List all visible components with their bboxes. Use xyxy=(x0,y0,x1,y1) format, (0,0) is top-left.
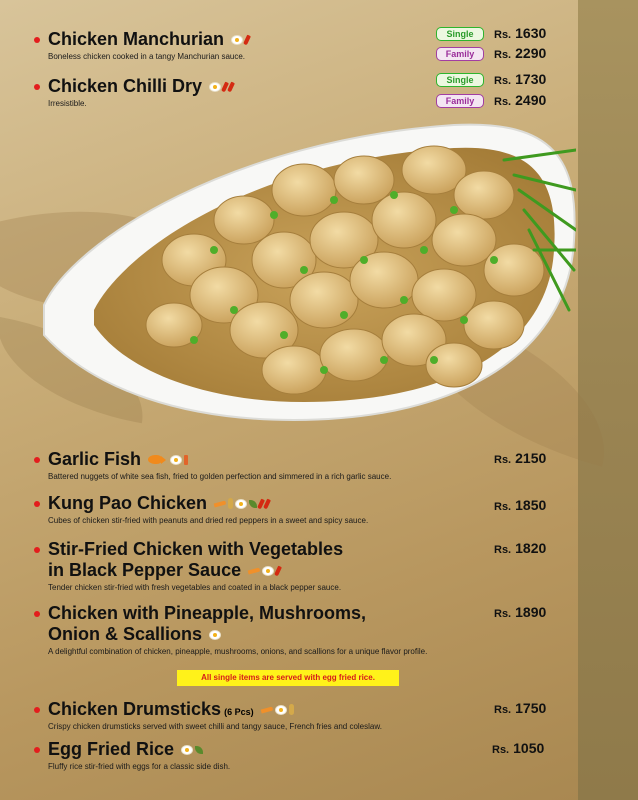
item-name-line2: in Black Pepper Sauce xyxy=(48,560,242,580)
size-family-badge: Family xyxy=(436,47,484,61)
item-description: Boneless chicken cooked in a tangy Manchurian sauce. xyxy=(48,52,246,61)
egg-icon xyxy=(235,499,247,509)
egg-fried-rice-note: All single items are served with egg fried rice. xyxy=(177,670,399,686)
item-description: Fluffy rice stir-fried with eggs for a classic side dish. xyxy=(48,762,231,771)
egg-icon xyxy=(275,705,287,715)
currency-label: Rs. xyxy=(494,454,512,466)
item-name-line1: Stir-Fried Chicken with Vegetables xyxy=(48,539,344,559)
item-price-family: Rs. 2490 xyxy=(494,92,547,108)
item-price: Rs. 1820 xyxy=(494,540,547,556)
bullet-icon xyxy=(34,747,40,753)
size-family-badge: Family xyxy=(436,94,484,108)
bullet-icon xyxy=(34,547,40,553)
leaf-icon xyxy=(195,746,203,754)
item-price: Rs. 1750 xyxy=(494,700,547,716)
item-description: Cubes of chicken stir-fried with peanuts and dried red peppers in a sweet and spicy sauce. xyxy=(48,516,369,525)
bullet-icon xyxy=(34,37,40,43)
item-name-line1: Chicken with Pineapple, Mushrooms, xyxy=(48,603,367,623)
menu-item-stir-fried-chicken-vegetables xyxy=(34,539,343,592)
currency-label: Rs. xyxy=(494,608,512,620)
bottle-icon xyxy=(184,455,188,465)
menu-item-egg-fried-rice xyxy=(34,739,230,771)
egg-icon xyxy=(170,455,182,465)
item-name: Kung Pao Chicken xyxy=(48,493,208,513)
item-description: A delightful combination of chicken, pineapple, mushrooms, onions, and scallions for a unique flavor profile. xyxy=(48,647,428,656)
fish-icon xyxy=(148,455,162,464)
carrot-icon xyxy=(248,567,261,574)
currency-label: Rs. xyxy=(494,501,512,513)
item-quantity: (6 Pcs) xyxy=(224,706,254,717)
item-price: Rs. 1890 xyxy=(494,604,547,620)
bullet-icon xyxy=(34,707,40,713)
size-single-badge: Single xyxy=(436,27,484,41)
item-name: Egg Fried Rice xyxy=(48,739,175,759)
item-description: Irresistible. xyxy=(48,99,87,108)
currency-label: Rs. xyxy=(494,49,512,61)
currency-label: Rs. xyxy=(494,544,512,556)
currency-label: Rs. xyxy=(494,29,512,41)
item-name-line2: Onion & Scallions xyxy=(48,624,203,644)
currency-label: Rs. xyxy=(494,96,512,108)
egg-icon xyxy=(262,566,274,576)
item-price: Rs. 2150 xyxy=(494,450,547,466)
menu-item-chicken-manchurian xyxy=(34,29,249,61)
carrot-icon xyxy=(260,706,273,713)
wheat-icon xyxy=(289,704,294,715)
egg-icon xyxy=(231,35,243,45)
currency-label: Rs. xyxy=(494,75,512,87)
egg-icon xyxy=(181,745,193,755)
item-name: Chicken Chilli Dry xyxy=(48,76,203,96)
menu-item-garlic-fish xyxy=(34,449,391,481)
egg-icon xyxy=(209,630,221,640)
menu-item-chicken-chilli-dry xyxy=(34,76,233,108)
item-description: Battered nuggets of white sea fish, fried to golden perfection and simmered in a rich garlic sauce. xyxy=(48,472,392,481)
item-price-single: Rs. 1630 xyxy=(494,25,547,41)
wheat-icon xyxy=(228,498,233,509)
item-description: Tender chicken stir-fried with fresh vegetables and coated in a black pepper sauce. xyxy=(48,583,342,592)
item-price-family: Rs. 2290 xyxy=(494,45,547,61)
size-single-badge: Single xyxy=(436,73,484,87)
currency-label: Rs. xyxy=(494,704,512,716)
page-sidebar-strip xyxy=(578,0,638,800)
bullet-icon xyxy=(34,84,40,90)
chili-icon xyxy=(243,34,251,45)
leaf-icon xyxy=(249,500,257,508)
chili-icon xyxy=(274,565,282,576)
egg-icon xyxy=(209,82,221,92)
dish-photo xyxy=(34,120,576,435)
item-name: Chicken Manchurian xyxy=(48,29,225,49)
menu-item-kung-pao-chicken xyxy=(34,493,368,525)
item-name: Chicken Drumsticks xyxy=(48,699,222,719)
item-name: Garlic Fish xyxy=(48,449,142,469)
bullet-icon xyxy=(34,457,40,463)
menu-item-chicken-pineapple-mushrooms xyxy=(34,603,427,656)
currency-label: Rs. xyxy=(492,744,510,756)
menu-item-chicken-drumsticks xyxy=(34,699,382,731)
bullet-icon xyxy=(34,611,40,617)
item-price: Rs. 1850 xyxy=(494,497,547,513)
item-price-single: Rs. 1730 xyxy=(494,71,547,87)
item-description: Crispy chicken drumsticks served with sweet chilli and tangy sauce, French fries and coleslaw. xyxy=(48,722,382,731)
bullet-icon xyxy=(34,501,40,507)
item-price: Rs. 1050 xyxy=(492,740,545,756)
carrot-icon xyxy=(214,500,227,507)
